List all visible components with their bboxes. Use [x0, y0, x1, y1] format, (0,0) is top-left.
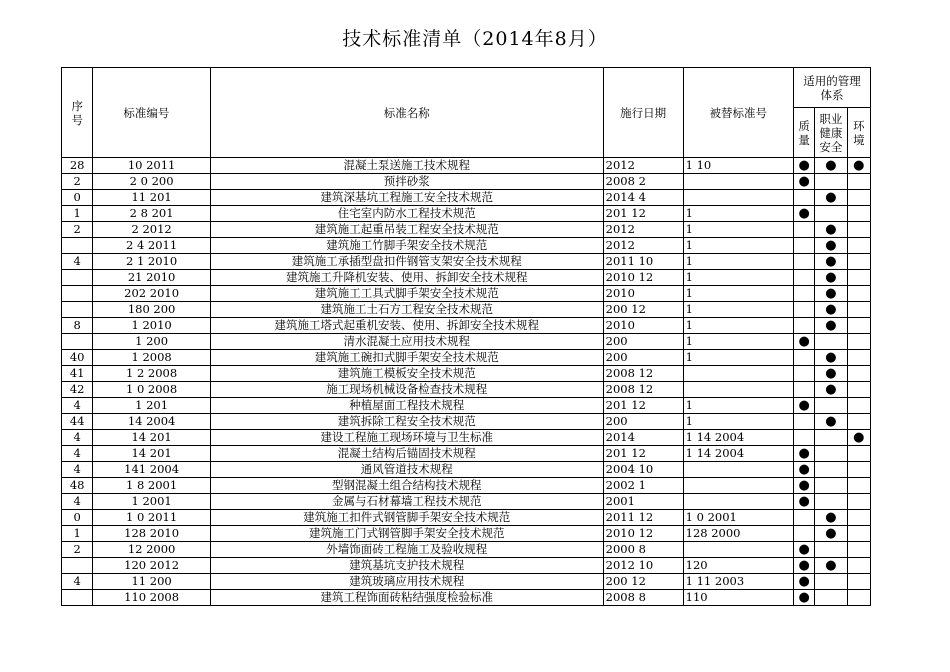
row-env-mark	[847, 462, 870, 478]
row-replaced: 1 0 2001	[683, 510, 793, 526]
row-health-mark: ●	[815, 238, 847, 254]
row-code: 2 2012	[93, 222, 210, 238]
header-code: 标准编号	[93, 68, 210, 158]
row-quality-mark: ●	[793, 158, 814, 174]
row-seq: 40	[62, 350, 93, 366]
row-health-mark	[815, 542, 847, 558]
row-name: 型钢混凝土组合结构技术规程	[210, 478, 603, 494]
row-replaced: 1	[683, 398, 793, 414]
row-seq: 42	[62, 382, 93, 398]
document-title: 技术标准清单（2014年8月）	[342, 28, 608, 50]
row-code: 2 1 2010	[93, 254, 210, 270]
row-health-mark: ●	[815, 270, 847, 286]
row-code: 1 2008	[93, 350, 210, 366]
row-code: 1 200	[93, 334, 210, 350]
row-code: 1 201	[93, 398, 210, 414]
row-health-mark	[815, 462, 847, 478]
row-health-mark: ●	[815, 222, 847, 238]
row-health-mark: ●	[815, 414, 847, 430]
row-name: 混凝土结构后锚固技术规程	[210, 446, 603, 462]
row-code: 1 2010	[93, 318, 210, 334]
row-quality-mark: ●	[793, 174, 814, 190]
row-quality-mark: ●	[793, 590, 814, 606]
row-replaced: 1	[683, 286, 793, 302]
row-code: 120 2012	[93, 558, 210, 574]
row-env-mark	[847, 510, 870, 526]
row-env-mark	[847, 382, 870, 398]
row-health-mark: ●	[815, 158, 847, 174]
row-name: 建筑深基坑工程施工安全技术规范	[210, 190, 603, 206]
row-health-mark	[815, 174, 847, 190]
row-replaced	[683, 174, 793, 190]
row-seq: 4	[62, 254, 93, 270]
table-row	[62, 254, 871, 270]
row-env-mark	[847, 446, 870, 462]
row-env-mark	[847, 366, 870, 382]
row-seq	[62, 238, 93, 254]
table-row	[62, 366, 871, 382]
row-name: 混凝土泵送施工技术规程	[210, 158, 603, 174]
row-name: 建设工程施工现场环境与卫生标准	[210, 430, 603, 446]
row-date: 2011 10	[603, 254, 683, 270]
row-replaced: 120	[683, 558, 793, 574]
row-quality-mark: ●	[793, 334, 814, 350]
table-row	[62, 542, 871, 558]
row-env-mark	[847, 334, 870, 350]
row-quality-mark	[793, 382, 814, 398]
row-name: 建筑施工塔式起重机安装、使用、拆卸安全技术规程	[210, 318, 603, 334]
row-quality-mark: ●	[793, 462, 814, 478]
row-replaced: 1	[683, 350, 793, 366]
row-name: 建筑拆除工程安全技术规范	[210, 414, 603, 430]
table-row	[62, 302, 871, 318]
table-row	[62, 350, 871, 366]
row-env-mark	[847, 286, 870, 302]
row-replaced	[683, 478, 793, 494]
row-quality-mark: ●	[793, 494, 814, 510]
row-code: 1 0 2011	[93, 510, 210, 526]
row-date: 2012	[603, 158, 683, 174]
row-env-mark	[847, 558, 870, 574]
header-seq: 序号	[62, 68, 93, 158]
row-replaced	[683, 190, 793, 206]
row-health-mark	[815, 206, 847, 222]
row-seq	[62, 558, 93, 574]
row-health-mark	[815, 478, 847, 494]
row-name: 预拌砂浆	[210, 174, 603, 190]
table-row	[62, 334, 871, 350]
row-quality-mark	[793, 222, 814, 238]
row-name: 施工现场机械设备检查技术规程	[210, 382, 603, 398]
row-code: 10 2011	[93, 158, 210, 174]
row-date: 2012	[603, 222, 683, 238]
row-date: 2004 10	[603, 462, 683, 478]
header-quality: 质量	[793, 108, 814, 158]
row-health-mark: ●	[815, 366, 847, 382]
row-name: 建筑玻璃应用技术规程	[210, 574, 603, 590]
table-row	[62, 558, 871, 574]
row-health-mark: ●	[815, 318, 847, 334]
row-replaced: 1	[683, 222, 793, 238]
row-replaced: 1	[683, 302, 793, 318]
row-code: 14 201	[93, 430, 210, 446]
table-row	[62, 222, 871, 238]
row-replaced: 1	[683, 238, 793, 254]
row-env-mark	[847, 254, 870, 270]
row-name: 金属与石材幕墙工程技术规范	[210, 494, 603, 510]
row-seq: 44	[62, 414, 93, 430]
row-replaced: 1 10	[683, 158, 793, 174]
row-health-mark: ●	[815, 286, 847, 302]
row-health-mark: ●	[815, 382, 847, 398]
table-row	[62, 590, 871, 606]
row-replaced: 128 2000	[683, 526, 793, 542]
row-replaced: 1	[683, 206, 793, 222]
row-date: 2000 8	[603, 542, 683, 558]
row-code: 128 2010	[93, 526, 210, 542]
row-quality-mark	[793, 270, 814, 286]
row-code: 14 2004	[93, 414, 210, 430]
row-code: 2 0 200	[93, 174, 210, 190]
row-code: 141 2004	[93, 462, 210, 478]
row-quality-mark: ●	[793, 558, 814, 574]
row-code: 12 2000	[93, 542, 210, 558]
row-name: 建筑基坑支护技术规程	[210, 558, 603, 574]
row-replaced: 1 11 2003	[683, 574, 793, 590]
row-name: 清水混凝土应用技术规程	[210, 334, 603, 350]
row-date: 2008 12	[603, 366, 683, 382]
row-quality-mark	[793, 302, 814, 318]
table-row	[62, 190, 871, 206]
row-date: 2010 12	[603, 526, 683, 542]
row-code: 11 201	[93, 190, 210, 206]
row-quality-mark	[793, 238, 814, 254]
table-row	[62, 238, 871, 254]
table-row	[62, 286, 871, 302]
row-quality-mark	[793, 286, 814, 302]
row-health-mark: ●	[815, 558, 847, 574]
row-env-mark	[847, 542, 870, 558]
table-row	[62, 174, 871, 190]
row-date: 201 12	[603, 206, 683, 222]
table-row	[62, 382, 871, 398]
row-env-mark	[847, 174, 870, 190]
row-date: 2010	[603, 286, 683, 302]
row-health-mark	[815, 446, 847, 462]
row-replaced	[683, 462, 793, 478]
row-env-mark	[847, 206, 870, 222]
row-replaced: 1	[683, 334, 793, 350]
row-quality-mark	[793, 254, 814, 270]
row-seq: 4	[62, 430, 93, 446]
row-quality-mark: ●	[793, 446, 814, 462]
row-code: 180 200	[93, 302, 210, 318]
row-date: 200 12	[603, 574, 683, 590]
row-seq: 0	[62, 190, 93, 206]
row-seq	[62, 334, 93, 350]
row-quality-mark	[793, 350, 814, 366]
row-env-mark: ●	[847, 430, 870, 446]
table-body	[62, 158, 871, 606]
row-seq: 2	[62, 174, 93, 190]
row-name: 建筑施工工具式脚手架安全技术规范	[210, 286, 603, 302]
table-row	[62, 206, 871, 222]
row-seq: 2	[62, 222, 93, 238]
header-replaced: 被替标准号	[683, 68, 793, 158]
row-date: 2014 4	[603, 190, 683, 206]
row-date: 2008 8	[603, 590, 683, 606]
row-date: 2011 12	[603, 510, 683, 526]
row-quality-mark: ●	[793, 398, 814, 414]
row-env-mark: ●	[847, 158, 870, 174]
row-name: 建筑施工模板安全技术规范	[210, 366, 603, 382]
row-env-mark	[847, 318, 870, 334]
row-health-mark	[815, 494, 847, 510]
row-replaced: 1	[683, 318, 793, 334]
row-env-mark	[847, 414, 870, 430]
row-seq: 48	[62, 478, 93, 494]
row-code: 1 0 2008	[93, 382, 210, 398]
row-env-mark	[847, 574, 870, 590]
standards-table	[61, 67, 871, 606]
table-row	[62, 478, 871, 494]
row-name: 住宅室内防水工程技术规范	[210, 206, 603, 222]
row-seq: 28	[62, 158, 93, 174]
row-seq	[62, 302, 93, 318]
row-quality-mark	[793, 190, 814, 206]
row-env-mark	[847, 222, 870, 238]
row-replaced	[683, 494, 793, 510]
row-quality-mark: ●	[793, 574, 814, 590]
row-code: 1 8 2001	[93, 478, 210, 494]
table-row	[62, 270, 871, 286]
row-seq: 1	[62, 526, 93, 542]
row-replaced	[683, 542, 793, 558]
table-row	[62, 158, 871, 174]
row-name: 建筑施工碗扣式脚手架安全技术规范	[210, 350, 603, 366]
row-code: 2 4 2011	[93, 238, 210, 254]
row-date: 200	[603, 350, 683, 366]
header-system: 适用的管理体系	[793, 68, 870, 108]
header-health: 职业健康安全	[815, 108, 847, 158]
table-row	[62, 414, 871, 430]
row-env-mark	[847, 526, 870, 542]
row-name: 建筑施工起重吊装工程安全技术规范	[210, 222, 603, 238]
row-name: 种植屋面工程技术规程	[210, 398, 603, 414]
row-code: 11 200	[93, 574, 210, 590]
row-quality-mark	[793, 414, 814, 430]
row-seq: 0	[62, 510, 93, 526]
row-date: 201 12	[603, 398, 683, 414]
table-row	[62, 510, 871, 526]
row-health-mark: ●	[815, 350, 847, 366]
row-health-mark	[815, 590, 847, 606]
row-seq	[62, 286, 93, 302]
row-env-mark	[847, 494, 870, 510]
row-quality-mark: ●	[793, 542, 814, 558]
row-quality-mark	[793, 318, 814, 334]
row-date: 2010 12	[603, 270, 683, 286]
table-row	[62, 494, 871, 510]
row-date: 2002 1	[603, 478, 683, 494]
row-date: 2008 12	[603, 382, 683, 398]
row-replaced	[683, 382, 793, 398]
row-replaced	[683, 366, 793, 382]
row-health-mark	[815, 430, 847, 446]
row-date: 200	[603, 414, 683, 430]
row-env-mark	[847, 590, 870, 606]
row-seq: 1	[62, 206, 93, 222]
row-env-mark	[847, 302, 870, 318]
table-row	[62, 398, 871, 414]
row-quality-mark	[793, 366, 814, 382]
header-date: 施行日期	[603, 68, 683, 158]
row-date: 2014	[603, 430, 683, 446]
row-code: 1 2 2008	[93, 366, 210, 382]
row-code: 1 2001	[93, 494, 210, 510]
row-health-mark	[815, 398, 847, 414]
row-health-mark: ●	[815, 302, 847, 318]
row-seq: 4	[62, 462, 93, 478]
row-env-mark	[847, 398, 870, 414]
row-replaced: 1	[683, 270, 793, 286]
row-quality-mark: ●	[793, 478, 814, 494]
row-date: 2001	[603, 494, 683, 510]
row-name: 建筑施工竹脚手架安全技术规范	[210, 238, 603, 254]
row-health-mark: ●	[815, 526, 847, 542]
row-date: 2012 10	[603, 558, 683, 574]
row-seq: 2	[62, 542, 93, 558]
row-code: 21 2010	[93, 270, 210, 286]
row-name: 建筑施工扣件式钢管脚手架安全技术规范	[210, 510, 603, 526]
row-seq: 4	[62, 494, 93, 510]
header-name: 标准名称	[210, 68, 603, 158]
row-name: 建筑工程饰面砖粘结强度检验标准	[210, 590, 603, 606]
row-env-mark	[847, 478, 870, 494]
row-health-mark: ●	[815, 254, 847, 270]
row-env-mark	[847, 190, 870, 206]
row-health-mark: ●	[815, 190, 847, 206]
row-seq	[62, 270, 93, 286]
row-seq	[62, 590, 93, 606]
row-health-mark	[815, 334, 847, 350]
row-seq: 4	[62, 446, 93, 462]
row-date: 200 12	[603, 302, 683, 318]
row-health-mark	[815, 574, 847, 590]
row-quality-mark	[793, 430, 814, 446]
row-quality-mark: ●	[793, 206, 814, 222]
row-quality-mark	[793, 510, 814, 526]
row-date: 2008 2	[603, 174, 683, 190]
row-date: 201 12	[603, 446, 683, 462]
row-name: 通风管道技术规程	[210, 462, 603, 478]
row-date: 2010	[603, 318, 683, 334]
row-seq: 8	[62, 318, 93, 334]
row-date: 200	[603, 334, 683, 350]
row-env-mark	[847, 350, 870, 366]
table-row	[62, 318, 871, 334]
row-code: 202 2010	[93, 286, 210, 302]
row-quality-mark	[793, 526, 814, 542]
table-row	[62, 446, 871, 462]
row-date: 2012	[603, 238, 683, 254]
row-env-mark	[847, 238, 870, 254]
header-env: 环境	[847, 108, 870, 158]
row-seq: 4	[62, 574, 93, 590]
table-row	[62, 462, 871, 478]
table-row	[62, 430, 871, 446]
table-row	[62, 526, 871, 542]
row-name: 外墙饰面砖工程施工及验收规程	[210, 542, 603, 558]
row-replaced: 1 14 2004	[683, 430, 793, 446]
row-seq: 4	[62, 398, 93, 414]
table-row	[62, 574, 871, 590]
row-replaced: 1	[683, 254, 793, 270]
row-replaced: 110	[683, 590, 793, 606]
row-env-mark	[847, 270, 870, 286]
row-seq: 41	[62, 366, 93, 382]
row-name: 建筑施工承插型盘扣件钢管支架安全技术规程	[210, 254, 603, 270]
row-health-mark: ●	[815, 510, 847, 526]
row-name: 建筑施工升降机安装、使用、拆卸安全技术规程	[210, 270, 603, 286]
row-name: 建筑施工门式钢管脚手架安全技术规范	[210, 526, 603, 542]
row-replaced: 1	[683, 414, 793, 430]
row-code: 14 201	[93, 446, 210, 462]
row-code: 2 8 201	[93, 206, 210, 222]
row-replaced: 1 14 2004	[683, 446, 793, 462]
row-name: 建筑施工土石方工程安全技术规范	[210, 302, 603, 318]
row-code: 110 2008	[93, 590, 210, 606]
